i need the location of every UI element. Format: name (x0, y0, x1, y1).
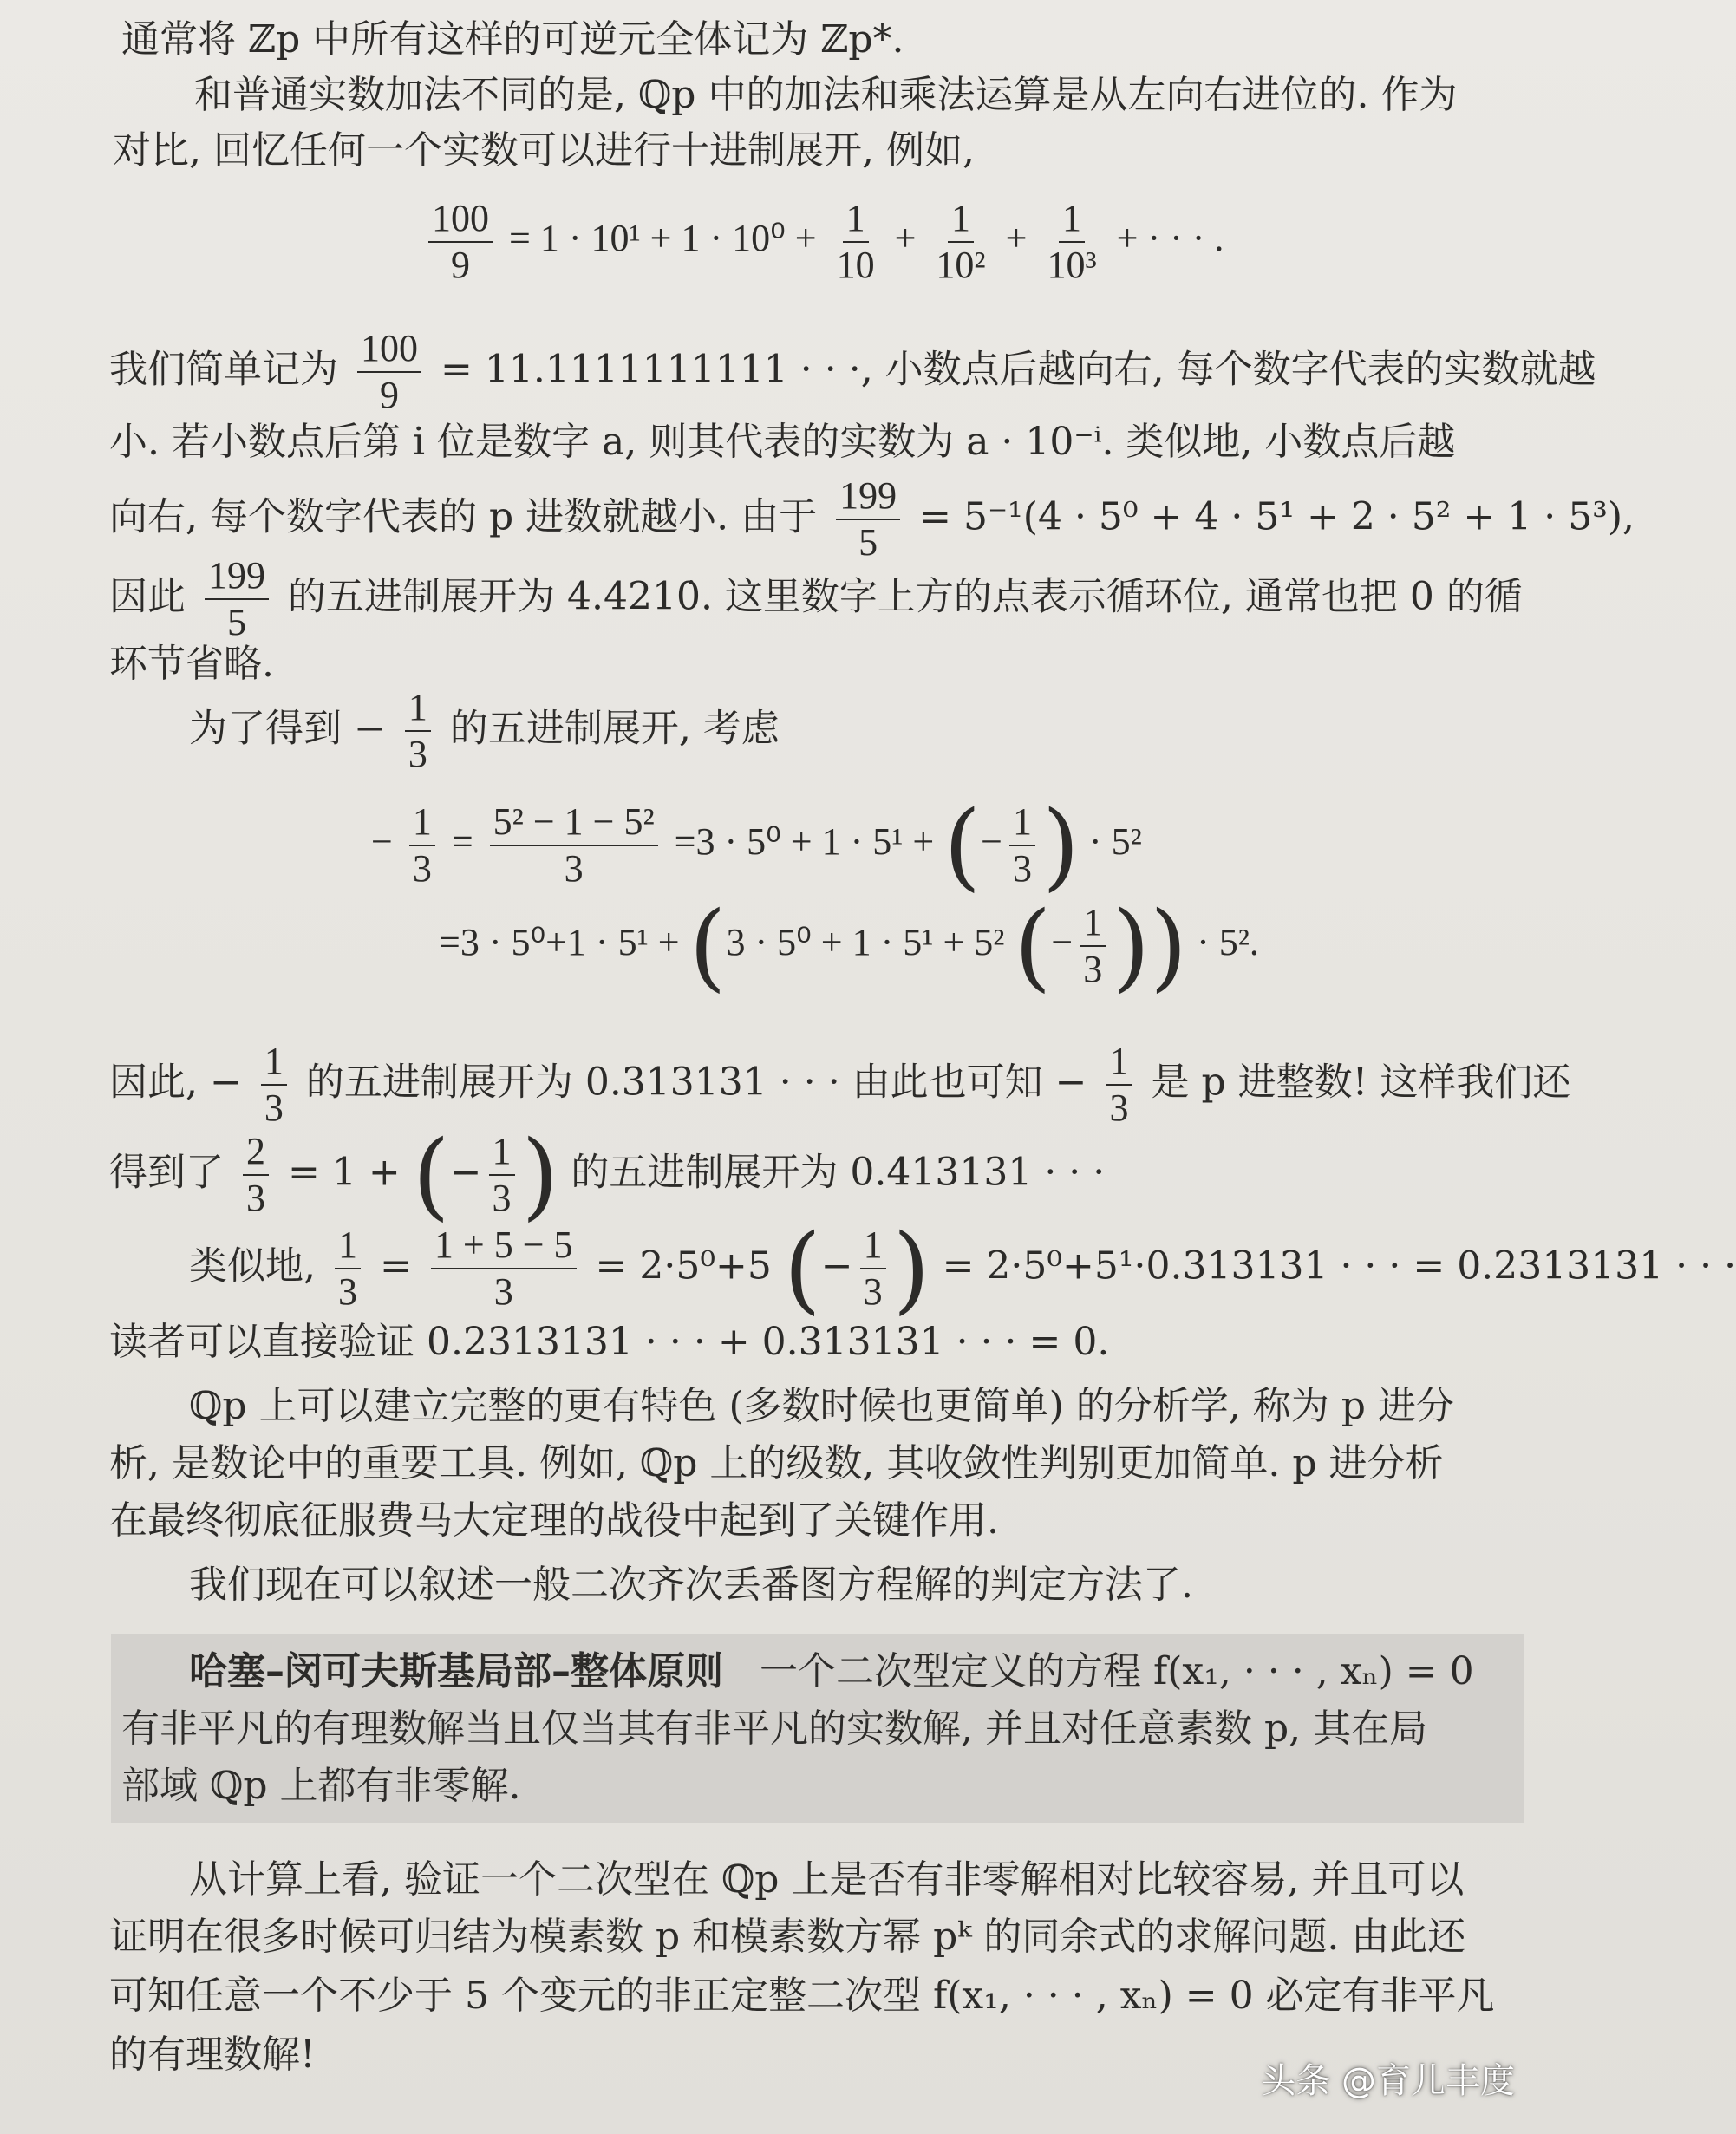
fraction: $\frac{100}{9}$ (357, 328, 421, 416)
fraction: $\frac{1}{\text{10²}}$ (936, 197, 986, 286)
text-line: 我们简单记为 $\frac{100}{9}$ = 11.1111111111 · · ·, 小数点后越向右, 每个数字代表的实数就越 (109, 327, 1596, 416)
text-line: 证明在很多时候可归结为模素数 p 和模素数方幂 pᵏ 的同余式的求解问题. 由此还 (109, 1915, 1466, 1959)
text-line: 从计算上看, 验证一个二次型在 ℚp 上是否有非零解相对比较容易, 并且可以 (189, 1857, 1465, 1902)
fraction: $\frac{2}{3}$ (243, 1131, 269, 1219)
fraction: $\frac{199}{5}$ (205, 555, 269, 643)
fraction: $\frac{1}{3}$ (335, 1224, 361, 1313)
fraction: $\frac{1 + 5 - 5}{3}$ (431, 1224, 577, 1313)
text-line: 小. 若小数点后第 i 位是数字 a, 则其代表的实数为 a · 10⁻ⁱ. 类似地, 小数点后越 (109, 420, 1456, 464)
text-line: 通常将 ℤp 中所有这样的可逆元全体记为 ℤp*. (121, 17, 904, 62)
fraction: $\frac{1}{3}$ (409, 801, 435, 890)
fraction: $\frac{1}{3}$ (489, 1131, 515, 1219)
text-line: 环节省略. (109, 642, 274, 686)
equation-neg-third-line1: − $\frac{1}{3}$ = $\frac{\text{5² − 1 − 5²}}{3}$ =3 · 5⁰ + 1 · 5¹ + (− $\frac{1}{3}$ ) · 5² (371, 790, 1142, 901)
equation-neg-third-line2: =3 · 5⁰+1 · 5¹ + (3 · 5⁰ + 1 · 5¹ + 5² (− $\frac{1}{3}$ )) · 5². (439, 891, 1259, 1002)
watermark: 头条 @育儿丰度 (1261, 2061, 1515, 2101)
text-line: 的有理数解! (109, 2033, 316, 2077)
fraction: $\frac{100}{9}$ (428, 198, 493, 286)
theorem-line: 部域 ℚp 上都有非零解. (121, 1764, 521, 1808)
fraction: $\frac{\text{5² − 1 − 5²}}{3}$ (490, 801, 658, 890)
fraction: $\frac{199}{5}$ (836, 475, 900, 564)
fraction: $\frac{1}{3}$ (1009, 801, 1035, 890)
fraction: $\frac{1}{3}$ (1080, 902, 1106, 990)
text-line: 我们现在可以叙述一般二次齐次丢番图方程解的判定方法了. (189, 1563, 1193, 1607)
fraction: $\frac{1}{\text{10³}}$ (1047, 197, 1097, 286)
text-line: ℚp 上可以建立完整的更有特色 (多数时候也更简单) 的分析学, 称为 p 进分 (189, 1384, 1454, 1428)
fraction: $\frac{1}{3}$ (405, 687, 431, 775)
theorem-title: 哈塞–闵可夫斯基局部–整体原则 (189, 1649, 723, 1693)
fraction: $\frac{1}{10}$ (836, 197, 875, 286)
text-line: 和普通实数加法不同的是, ℚp 中的加法和乘法运算是从左向右进位的. 作为 (194, 73, 1458, 117)
text-line: 析, 是数论中的重要工具. 例如, ℚp 上的级数, 其收敛性判别更加简单. p 进分析 (109, 1441, 1444, 1485)
text-line: 为了得到 − $\frac{1}{3}$ 的五进制展开, 考虑 (189, 686, 780, 775)
text-line: 对比, 回忆任何一个实数可以进行十进制展开, 例如, (113, 128, 975, 173)
text-line: 可知任意一个不少于 5 个变元的非正定整二次型 f(x₁, · · · , xₙ) = 0 必定有非平凡 (109, 1974, 1495, 2018)
equation-decimal-expansion: $\frac{100}{9}$ = 1 · 10¹ + 1 · 10⁰ + $\frac{1}{10}$ + $\frac{1}{\text{10²}}$ + $\frac{1}{\text{10³}}$ + · · · . (421, 198, 1224, 286)
fraction: $\frac{1}{3}$ (1106, 1041, 1132, 1129)
text-line: 因此, − $\frac{1}{3}$ 的五进制展开为 0.313131 · · · 由此也可知 − $\frac{1}{3}$ 是 p 进整数! 这样我们还 (109, 1040, 1571, 1129)
fraction: $\frac{1}{3}$ (261, 1041, 287, 1129)
text-line: 因此 $\frac{199}{5}$ 的五进制展开为 4.4210̇. 这里数字上方的点表示循环位, 通常也把 0 的循 (109, 554, 1523, 643)
text-line: 类似地, $\frac{1}{3}$ = $\frac{1 + 5 - 5}{3}$ = 2·5⁰+5 (− $\frac{1}{3}$ ) = 2·5⁰+5¹·0.313131 · · · = 0.2313131 · · · (189, 1213, 1736, 1324)
fraction: $\frac{1}{3}$ (860, 1224, 886, 1313)
text-line: 读者可以直接验证 0.2313131 · · · + 0.313131 · · · = 0. (109, 1320, 1110, 1364)
theorem-line: 有非平凡的有理数解当且仅当其有非平凡的实数解, 并且对任意素数 p, 其在局 (121, 1707, 1428, 1751)
text-line: 向右, 每个数字代表的 p 进数就越小. 由于 $\frac{199}{5}$ = 5⁻¹(4 · 5⁰ + 4 · 5¹ + 2 · 5² + 1 · 5³), (109, 474, 1635, 564)
text-line: 得到了 $\frac{2}{3}$ = 1 + (− $\frac{1}{3}$ ) 的五进制展开为 0.413131 · · · (109, 1119, 1106, 1230)
text-line: 在最终彻底征服费马大定理的战役中起到了关键作用. (109, 1498, 999, 1543)
theorem-line: 哈塞–闵可夫斯基局部–整体原则 一个二次型定义的方程 f(x₁, · · · , xₙ) = 0 (189, 1649, 1474, 1693)
